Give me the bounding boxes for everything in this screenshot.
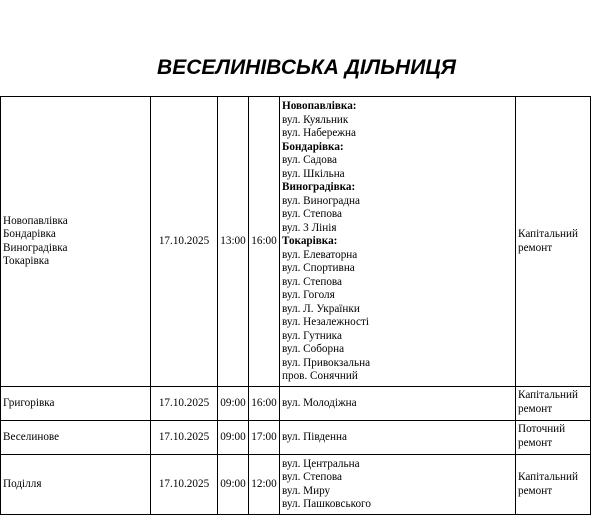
street-name: вул. Соборна	[282, 343, 345, 356]
street-name: вул. Куяльник	[282, 113, 349, 126]
settlement-name: Новопавлівка	[3, 214, 68, 227]
street-name: вул. Степова	[282, 208, 343, 221]
work-type-line: ремонт	[518, 436, 553, 449]
work-type-cell	[516, 421, 591, 455]
end-time-cell: 16:00	[249, 387, 280, 421]
street-name: вул. Набережна	[282, 127, 356, 140]
group-name: Бондарівка:	[282, 140, 344, 153]
street-name: вул. 3 Лінія	[282, 221, 337, 234]
group-name: Виноградівка:	[282, 181, 356, 194]
start-time-cell: 09:00	[218, 421, 249, 455]
work-type-line: Капітальний	[518, 389, 578, 401]
settlement-name: Токарівка	[3, 255, 50, 267]
start-time-cell: 09:00	[218, 455, 249, 515]
settlements-cell	[1, 97, 151, 387]
work-type-line: ремонт	[518, 402, 553, 415]
work-type-line: Капітальний	[518, 471, 578, 483]
streets-cell	[280, 421, 516, 455]
streets-cell	[280, 97, 516, 387]
group-name: Токарівка:	[282, 235, 338, 248]
settlement-name: Поділля	[3, 477, 42, 490]
start-time-cell: 09:00	[218, 387, 249, 421]
table-row	[1, 421, 591, 455]
table-row	[1, 455, 591, 515]
date-cell: 17.10.2025	[151, 387, 218, 421]
street-name: пров. Сонячний	[282, 370, 358, 383]
street-name: вул. Молодіжна	[282, 396, 357, 409]
end-time-cell: 16:00	[249, 97, 280, 387]
street-name: вул. Л. Українки	[282, 302, 360, 315]
streets-cell	[280, 455, 516, 515]
date-cell: 17.10.2025	[151, 421, 218, 455]
outage-schedule-table	[0, 96, 591, 515]
end-time-cell: 12:00	[249, 455, 280, 515]
street-name: вул. Спортивна	[282, 262, 355, 275]
street-name: вул. Гоголя	[282, 289, 335, 302]
date-cell: 17.10.2025	[151, 455, 218, 515]
street-name: вул. Шкільна	[282, 167, 345, 180]
settlements-cell	[1, 387, 151, 421]
table-row	[1, 97, 591, 387]
settlement-name: Виноградівка	[3, 241, 68, 254]
work-type-cell	[516, 97, 591, 387]
street-name: вул. Незалежності	[282, 316, 369, 329]
street-name: вул. Гутника	[282, 329, 342, 342]
group-name: Новопавлівка:	[282, 100, 357, 113]
start-time-cell: 13:00	[218, 97, 249, 387]
page-title: ВЕСЕЛИНІВСЬКА ДІЛЬНИЦЯ	[157, 56, 456, 79]
work-type-line: Поточний	[518, 423, 566, 435]
street-name: вул. Південна	[282, 430, 347, 443]
work-type-line: ремонт	[518, 484, 553, 497]
settlement-name: Бондарівка	[3, 228, 56, 240]
street-name: вул. Пашковського	[282, 498, 371, 510]
settlement-name: Григорівка	[3, 396, 55, 409]
work-type-cell	[516, 387, 591, 421]
street-name: вул. Степова	[282, 275, 343, 288]
end-time-cell: 17:00	[249, 421, 280, 455]
street-name: вул. Виноградна	[282, 194, 361, 207]
work-type-line: Капітальний	[518, 228, 578, 240]
street-name: вул. Центральна	[282, 457, 360, 470]
table-row	[1, 387, 591, 421]
work-type-line: ремонт	[518, 241, 553, 254]
settlement-name: Веселинове	[3, 430, 60, 443]
street-name: вул. Привокзальна	[282, 356, 371, 369]
settlements-cell	[1, 455, 151, 515]
streets-cell	[280, 387, 516, 421]
date-cell: 17.10.2025	[151, 97, 218, 387]
settlements-cell	[1, 421, 151, 455]
work-type-cell	[516, 455, 591, 515]
street-name: вул. Садова	[282, 154, 337, 167]
street-name: вул. Степова	[282, 471, 343, 483]
street-name: вул. Елеваторна	[282, 248, 358, 261]
street-name: вул. Миру	[282, 484, 331, 497]
